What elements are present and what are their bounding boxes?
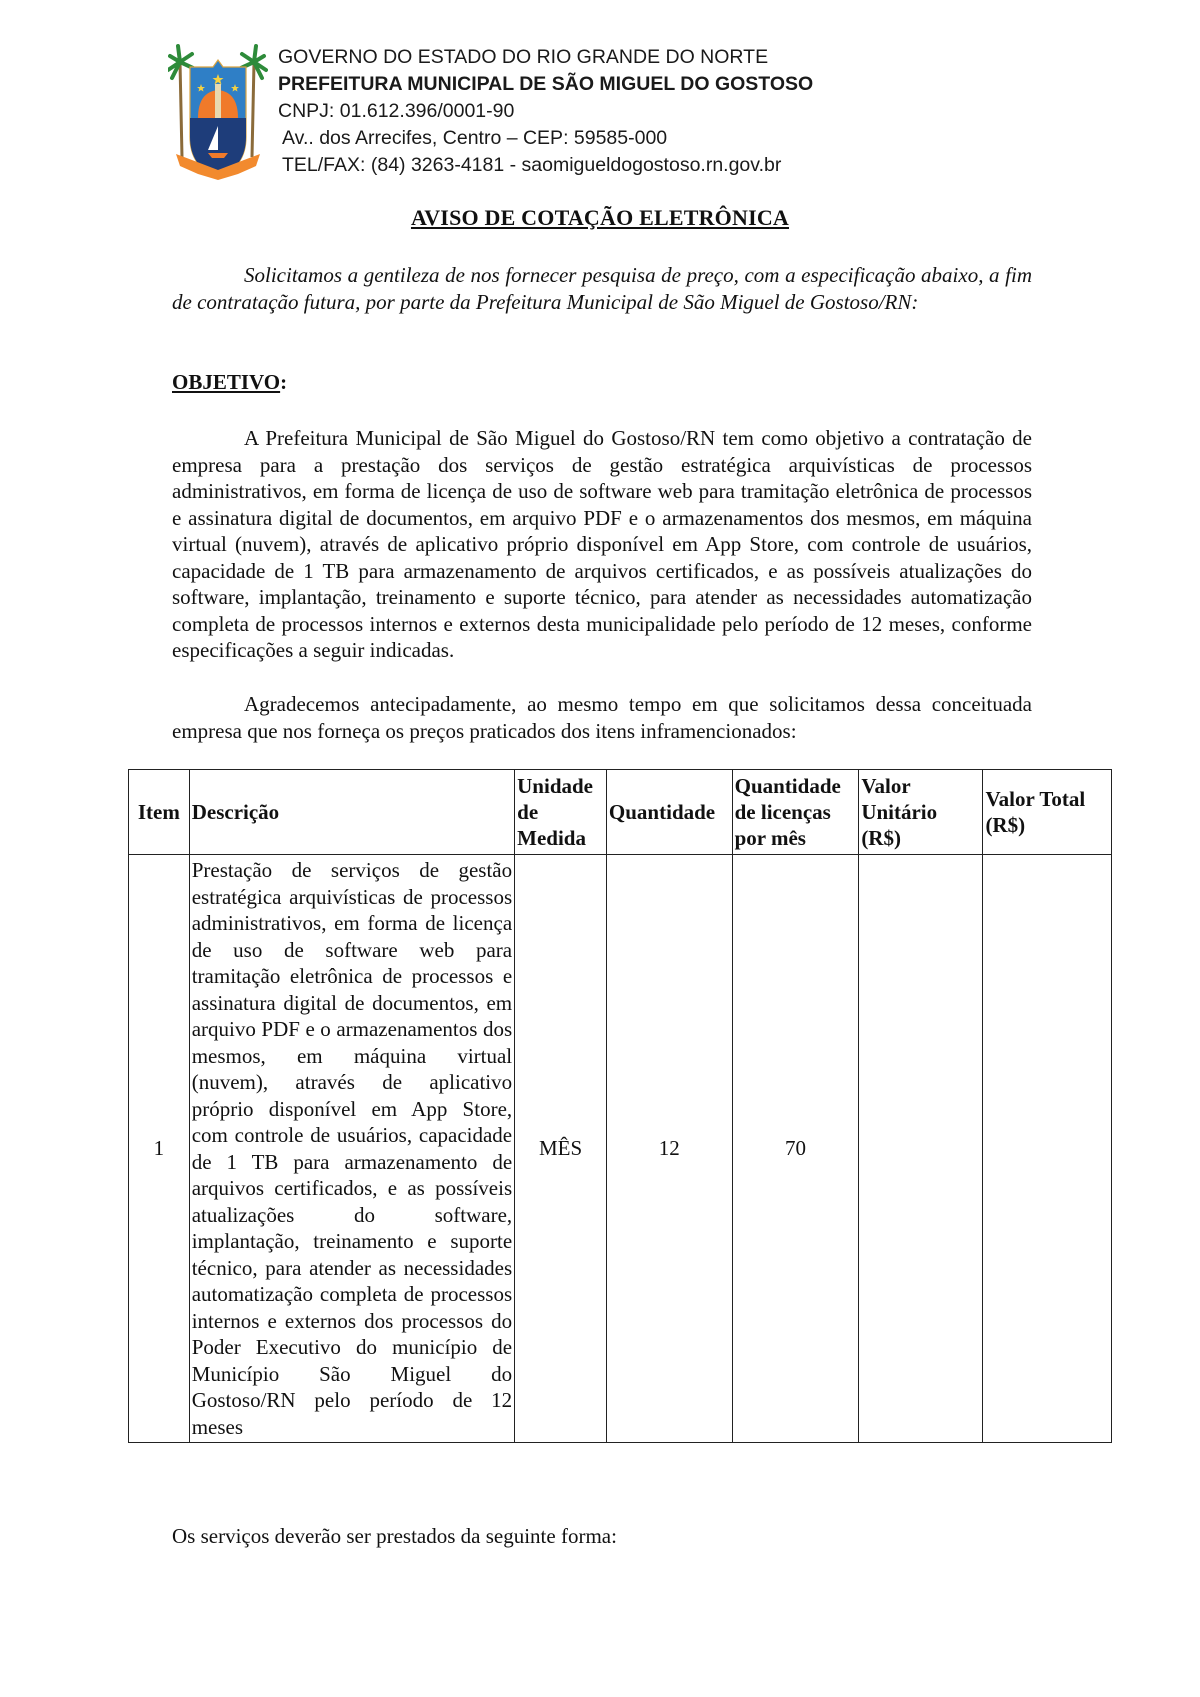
header-descricao: Descrição <box>189 770 514 855</box>
header-licencas: Quantidade de licenças por mês <box>732 770 859 855</box>
quotation-table <box>128 769 1112 1443</box>
header-valor-unitario: Valor Unitário (R$) <box>859 770 983 855</box>
section-heading-objetivo <box>172 370 287 395</box>
cell-descricao: Prestação de serviços de gestão estratégica arquivísticas de processos administrativos, em forma de licença de uso de software web para tramitação eletrônica de processos e assinatura digital de documentos, em arquivo PDF e o armazenamentos dos mesmos, em máquina virtual (nuvem), através de aplicativo próprio disponível em App Store, com controle de usuários, capacidade de 1 TB para armazenamento de arquivos certificados, e as possíveis atualizações do software, implantação, treinamento e suporte técnico, para atender as necessidades automatização completa de processos internos e externos dos processos do Poder Executivo do município de Município São Miguel do Gostoso/RN pelo período de 12 meses <box>189 855 514 1443</box>
municipal-crest-icon <box>168 42 268 187</box>
objetivo-paragraph <box>172 425 1032 664</box>
header-unidade: Unidade de Medida <box>515 770 607 855</box>
agradecemos-text: Agradecemos antecipadamente, ao mesmo tempo em que solicitamos dessa conceituada empresa que nos forneça os preços praticados dos itens inframencionados: <box>172 692 1032 743</box>
cnpj-line: CNPJ: 01.612.396/0001-90 <box>278 100 515 122</box>
letterhead <box>168 42 868 192</box>
intro-paragraph <box>172 262 1032 315</box>
header-quantidade: Quantidade <box>606 770 732 855</box>
table-header-row <box>129 770 1112 855</box>
section-heading-text: OBJETIVO <box>172 370 281 394</box>
cell-item: 1 <box>129 855 190 1443</box>
address-line: Av.. dos Arrecifes, Centro – CEP: 59585-000 <box>282 127 668 149</box>
closing-line: Os serviços deverão ser prestados da seguinte forma: <box>172 1524 617 1548</box>
municipality-name: PREFEITURA MUNICIPAL DE SÃO MIGUEL DO GOSTOSO <box>278 73 814 95</box>
header-valor-total: Valor Total (R$) <box>983 770 1112 855</box>
intro-text: Solicitamos a gentileza de nos fornecer pesquisa de preço, com a especificação abaixo, a fim de contratação futura, por parte da Prefeitura Municipal de São Miguel de Gostoso/RN: <box>172 263 1032 314</box>
section-heading-colon: : <box>280 370 288 394</box>
cell-valor-unitario <box>859 855 983 1443</box>
cell-quantidade: 12 <box>606 855 732 1443</box>
cell-valor-total <box>983 855 1112 1443</box>
palm-tree-left-icon <box>168 46 193 157</box>
state-government-line: GOVERNO DO ESTADO DO RIO GRANDE DO NORTE <box>278 46 769 68</box>
contact-line: TEL/FAX: (84) 3263-4181 - saomigueldogostoso.rn.gov.br <box>282 154 782 176</box>
header-item: Item <box>129 770 190 855</box>
table-row <box>129 855 1112 1443</box>
document-title: AVISO DE COTAÇÃO ELETRÔNICA <box>410 205 790 230</box>
objetivo-text: A Prefeitura Municipal de São Miguel do Gostoso/RN tem como objetivo a contratação de empresa para a prestação dos serviços de gestão estratégica arquivísticas de processos administrativos, em forma de licença de uso de software web para tramitação eletrônica de processos e assinatura digital de documentos, em arquivo PDF e o armazenamentos dos mesmos, em máquina virtual (nuvem), através de aplicativo próprio disponível em App Store, com controle de usuários, capacidade de 1 TB para armazenamento de arquivos certificados, e as possíveis atualizações do software, implantação, treinamento e suporte técnico, para atender as necessidades automatização completa de processos internos e externos desta municipalidade pelo período de 12 meses, conforme especificações a seguir indicadas. <box>172 426 1032 662</box>
cell-unidade: MÊS <box>515 855 607 1443</box>
cell-licencas: 70 <box>732 855 859 1443</box>
agradecemos-paragraph <box>172 691 1032 744</box>
